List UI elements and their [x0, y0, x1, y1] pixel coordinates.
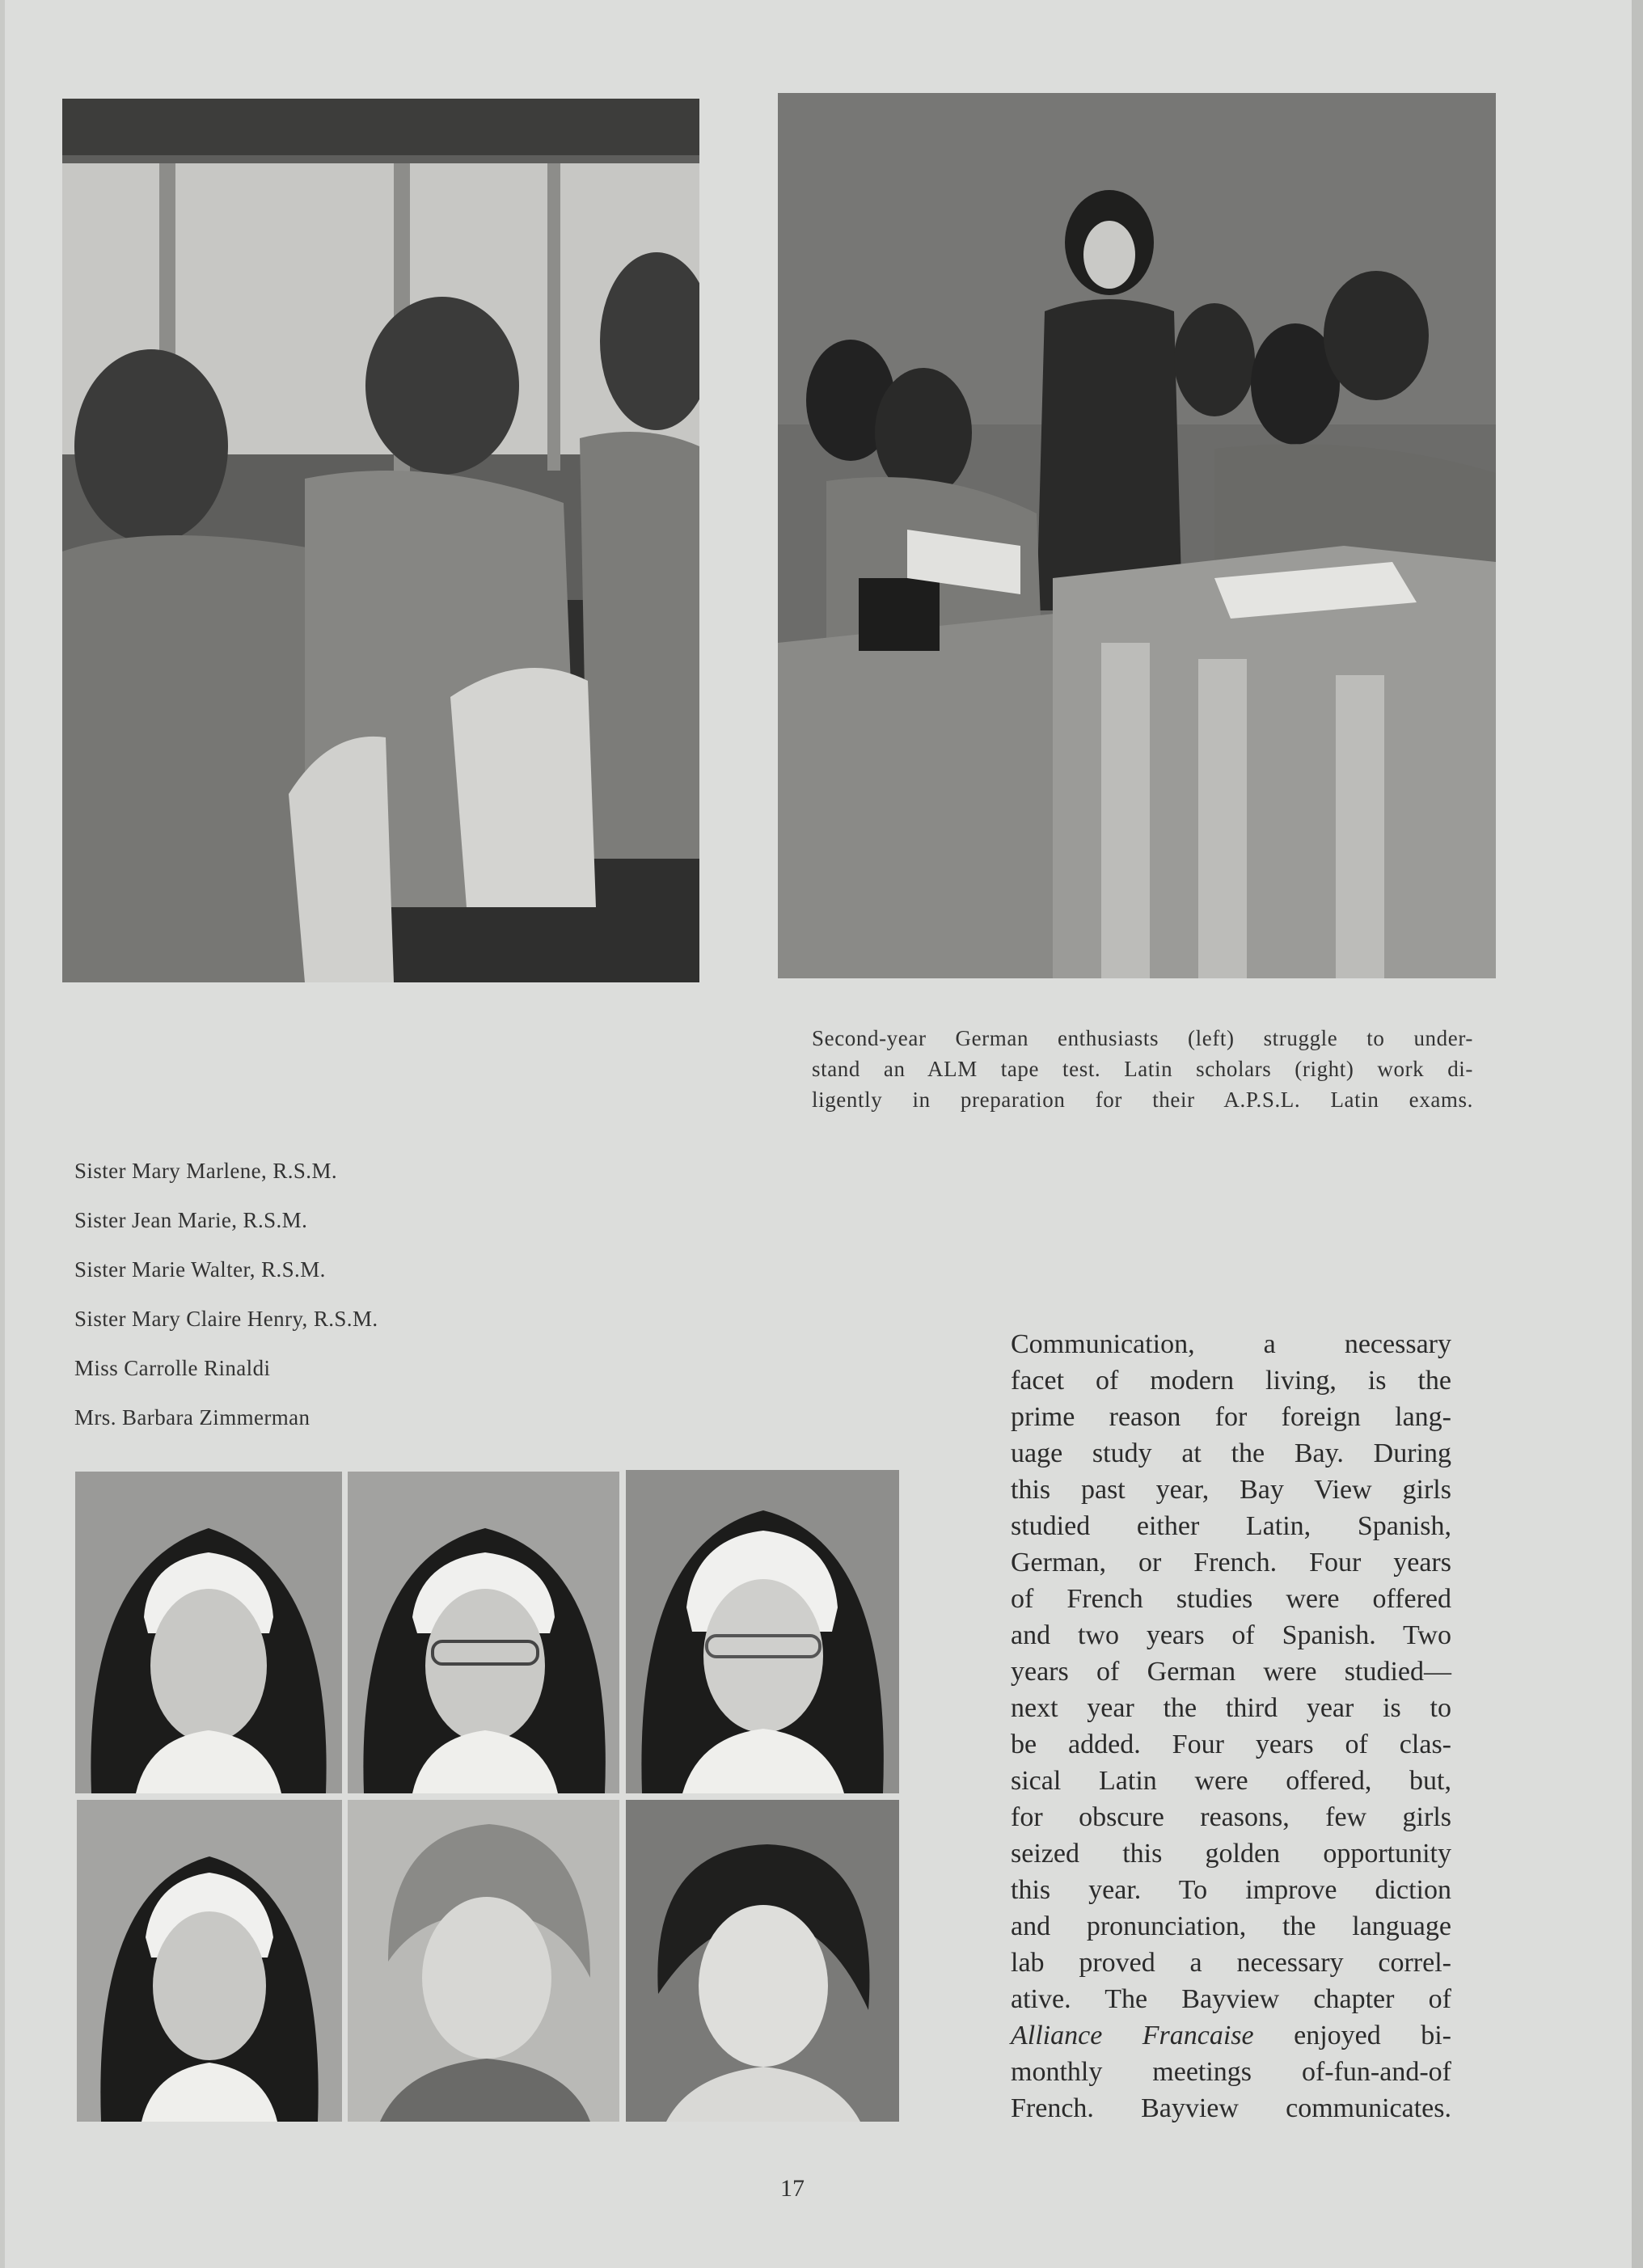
- faculty-name: Sister Mary Claire Henry, R.S.M.: [74, 1307, 378, 1331]
- body-line: this past year, Bay View girls: [1011, 1475, 1451, 1505]
- body-line: sical Latin were offered, but,: [1011, 1766, 1451, 1796]
- portrait-sister-mary-marlene: [75, 1472, 342, 1793]
- latin-class-photo: [778, 93, 1496, 978]
- body-paragraph: [1011, 1326, 1451, 2127]
- faculty-name: Mrs. Barbara Zimmerman: [74, 1405, 310, 1430]
- body-line: facet of modern living, is the: [1011, 1366, 1451, 1396]
- body-line: uage study at the Bay. During: [1011, 1438, 1451, 1468]
- body-line: Communication, a necessary: [1011, 1329, 1451, 1359]
- page-number: 17: [780, 2175, 805, 2202]
- portrait-sister-jean-marie: [348, 1472, 619, 1793]
- caption-line: Second-year German enthusiasts (left) struggle to under-: [812, 1026, 1473, 1050]
- body-line: lab proved a necessary correl-: [1011, 1948, 1451, 1978]
- portrait-sister-mary-claire-henry: [77, 1800, 342, 2122]
- body-line: studied either Latin, Spanish,: [1011, 1511, 1451, 1541]
- faculty-name: Sister Marie Walter, R.S.M.: [74, 1257, 326, 1282]
- faculty-name: Sister Mary Marlene, R.S.M.: [74, 1159, 338, 1183]
- body-line: and two years of Spanish. Two: [1011, 1620, 1451, 1650]
- body-line: French. Bayview communicates.: [1011, 2093, 1451, 2123]
- alliance-francaise-italic: Alliance Francaise: [1011, 2021, 1254, 2050]
- photo-caption: [812, 1023, 1473, 1115]
- language-lab-photo: [62, 99, 699, 982]
- portrait-sister-marie-walter: [626, 1470, 899, 1793]
- faculty-name: Miss Carrolle Rinaldi: [74, 1356, 271, 1380]
- body-line: German, or French. Four years: [1011, 1548, 1451, 1577]
- body-line: seized this golden opportunity: [1011, 1839, 1451, 1869]
- portrait-mrs-barbara-zimmerman: [626, 1800, 899, 2122]
- body-line: for obscure reasons, few girls: [1011, 1802, 1451, 1832]
- portrait-miss-carrolle-rinaldi: [348, 1800, 619, 2122]
- body-line: prime reason for foreign lang-: [1011, 1402, 1451, 1432]
- caption-line: ligently in preparation for their A.P.S.L. Latin exams.: [812, 1088, 1473, 1112]
- body-line: monthly meetings of-fun-and-of: [1011, 2057, 1451, 2087]
- body-line-tail: enjoyed bi-: [1294, 2021, 1452, 2050]
- body-line-italic: [1011, 2017, 1451, 2054]
- body-line: and pronunciation, the language: [1011, 1911, 1451, 1941]
- body-line: of French studies were offered: [1011, 1584, 1451, 1614]
- body-line: ative. The Bayview chapter of: [1011, 1984, 1451, 2014]
- body-line: this year. To improve diction: [1011, 1875, 1451, 1905]
- body-line: next year the third year is to: [1011, 1693, 1451, 1723]
- faculty-list: [74, 1155, 560, 1451]
- faculty-name: Sister Jean Marie, R.S.M.: [74, 1208, 308, 1232]
- body-line: be added. Four years of clas-: [1011, 1730, 1451, 1759]
- body-line: years of German were studied—: [1011, 1657, 1451, 1687]
- caption-line: stand an ALM tape test. Latin scholars (right) work di-: [812, 1057, 1473, 1081]
